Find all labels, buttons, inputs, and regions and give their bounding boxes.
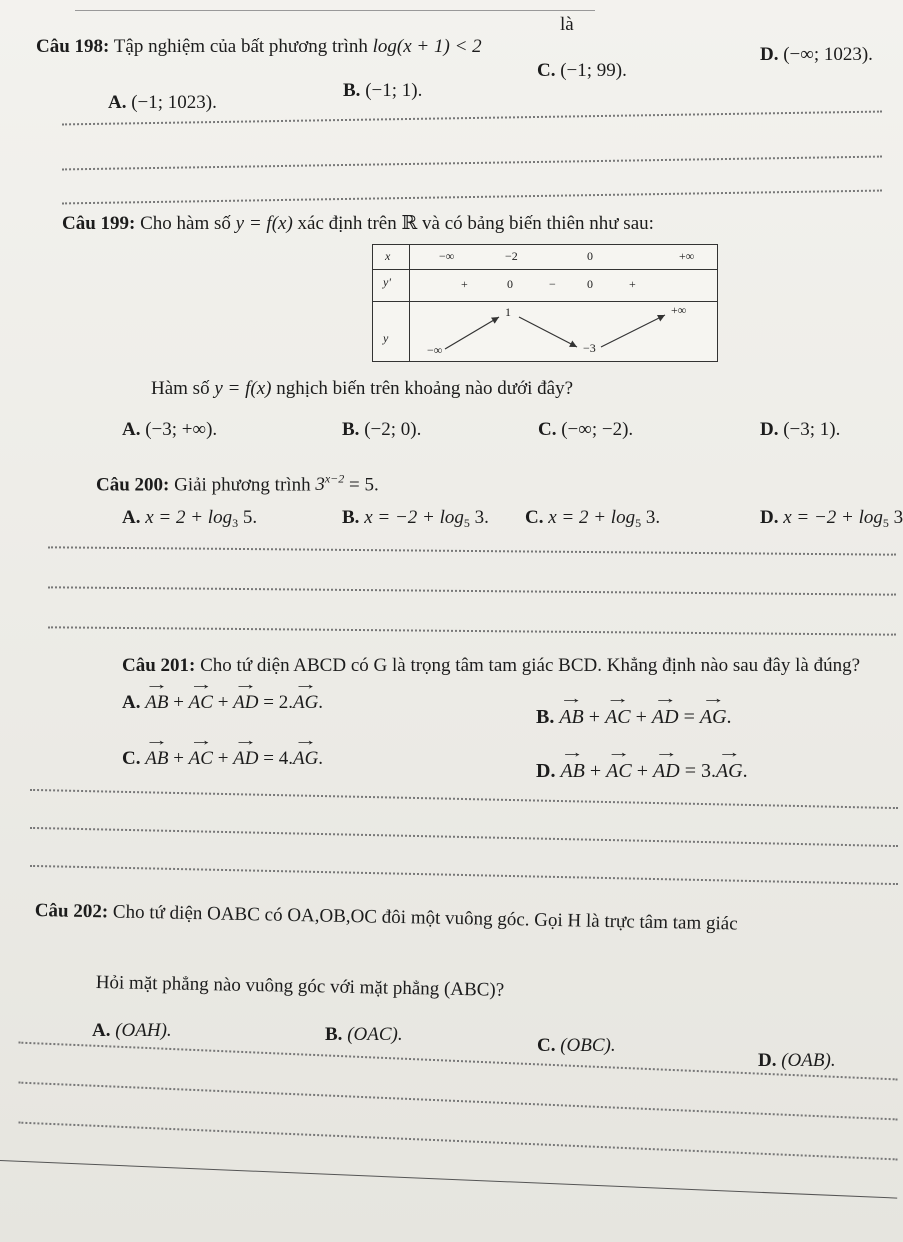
q201-text: Cho tứ diện ABCD có G là trọng tâm tam giác BCD. Khẳng định nào sau đây là đúng? bbox=[200, 655, 861, 676]
q200-label: Câu 200: bbox=[96, 474, 170, 496]
q201-option-d[interactable]: D. → AB + → AC + → AD = 3.→ AG. bbox=[536, 760, 748, 783]
q199-text-b: xác định trên ℝ và có bảng biến thiên như sau: bbox=[297, 213, 654, 234]
option-letter: A. bbox=[122, 419, 141, 440]
option-end: . bbox=[318, 748, 324, 769]
bottom-rule bbox=[0, 1160, 897, 1199]
option-tail: 5. bbox=[238, 507, 258, 528]
option-letter: A. bbox=[122, 507, 141, 528]
option-letter: B. bbox=[342, 507, 360, 528]
coefficient: 2. bbox=[278, 692, 293, 713]
sign: 0 bbox=[587, 277, 593, 291]
q199-text-a: Cho hàm số bbox=[140, 213, 231, 234]
vector: → AB bbox=[560, 760, 584, 783]
sign: − bbox=[549, 277, 556, 291]
q199-option-a[interactable] bbox=[122, 419, 217, 441]
q200-text: Giải phương trình bbox=[174, 474, 311, 496]
vector: → AB bbox=[145, 692, 168, 714]
sign: 0 bbox=[507, 277, 513, 291]
answer-line bbox=[62, 190, 882, 205]
y-value: −3 bbox=[583, 341, 596, 355]
coefficient: 4. bbox=[278, 748, 293, 769]
q198-suffix: là bbox=[560, 14, 574, 35]
option-letter: B. bbox=[325, 1024, 343, 1045]
q201-label: Câu 201: bbox=[122, 655, 196, 676]
vector: → AD bbox=[652, 706, 679, 729]
q201-option-b[interactable]: B. → AB + → AC + → AD = → AG. bbox=[536, 706, 732, 729]
q201-option-a[interactable]: A. → AB + → AC + → AD = 2.→ AG. bbox=[122, 692, 323, 714]
option-tail: 3 bbox=[888, 507, 903, 528]
option-tail: 3. bbox=[641, 507, 661, 528]
q200-option-a[interactable] bbox=[122, 507, 257, 531]
q202-option-b[interactable] bbox=[325, 1024, 403, 1046]
q198-option-c[interactable] bbox=[537, 60, 627, 82]
q202-option-c[interactable] bbox=[537, 1035, 616, 1057]
option-value: x = 2 + log bbox=[548, 507, 636, 528]
option-value: x = −2 + log bbox=[783, 507, 883, 528]
vector: → AC bbox=[189, 692, 213, 714]
option-value: (OBC). bbox=[560, 1035, 616, 1056]
option-value: x = −2 + log bbox=[364, 507, 464, 528]
q202-option-d[interactable] bbox=[758, 1050, 836, 1072]
q201-option-c[interactable]: C. → AB + → AC + → AD = 4.→ AG. bbox=[122, 748, 323, 770]
option-value: (−∞; 1023). bbox=[783, 44, 873, 65]
q202-label: Câu 202: bbox=[34, 900, 109, 923]
option-value: (−1; 1023). bbox=[131, 92, 217, 113]
q201-stem bbox=[122, 655, 860, 677]
answer-line bbox=[48, 546, 896, 555]
vector: → AG bbox=[716, 760, 743, 783]
option-letter: C. bbox=[537, 1035, 556, 1056]
answer-line bbox=[30, 789, 898, 809]
option-end: . bbox=[318, 692, 324, 713]
vector: → AD bbox=[233, 748, 258, 770]
equation-base: 3 bbox=[315, 474, 325, 496]
yprime-label: y' bbox=[383, 275, 391, 289]
vector: → AC bbox=[189, 748, 213, 770]
q200-stem bbox=[96, 472, 379, 496]
q199-option-b[interactable] bbox=[342, 419, 421, 441]
variation-arrows bbox=[373, 245, 717, 361]
vector: → AG bbox=[293, 692, 318, 714]
q199-question bbox=[151, 378, 573, 400]
answer-line bbox=[18, 1082, 897, 1121]
coefficient: 3. bbox=[700, 760, 716, 782]
option-letter: C. bbox=[537, 60, 556, 81]
q200-option-b[interactable] bbox=[342, 507, 489, 531]
q199-question-text: Hàm số bbox=[151, 378, 210, 399]
option-letter: A. bbox=[92, 1020, 111, 1041]
option-letter: B. bbox=[536, 706, 555, 728]
option-letter: B. bbox=[342, 419, 360, 440]
answer-line bbox=[30, 865, 898, 885]
q198-option-b[interactable] bbox=[343, 80, 422, 102]
top-rule bbox=[75, 10, 595, 11]
option-end: . bbox=[742, 760, 748, 782]
option-value: (−1; 99). bbox=[560, 60, 627, 81]
vector: → AD bbox=[233, 692, 258, 714]
log-base: 5 bbox=[635, 516, 642, 530]
q199-option-c[interactable] bbox=[538, 419, 633, 441]
y-value: 1 bbox=[505, 305, 511, 319]
variation-table bbox=[372, 244, 718, 362]
q202-stem bbox=[35, 900, 738, 935]
q199-option-d[interactable] bbox=[760, 419, 840, 441]
option-letter: D. bbox=[760, 44, 779, 65]
equation-rest: = 5. bbox=[349, 474, 379, 496]
option-value: (−3; +∞). bbox=[145, 419, 218, 440]
q202-option-a[interactable] bbox=[92, 1020, 172, 1042]
option-value: (−1; 1). bbox=[365, 80, 423, 101]
q200-option-c[interactable] bbox=[525, 507, 660, 531]
y-value: −∞ bbox=[427, 343, 443, 357]
q199-label: Câu 199: bbox=[62, 213, 136, 234]
option-value: (−2; 0). bbox=[364, 419, 422, 440]
q199-stem bbox=[62, 212, 654, 235]
x-value: −2 bbox=[505, 249, 518, 263]
vector: → AG bbox=[700, 706, 727, 729]
q198-label: Câu 198: bbox=[36, 36, 110, 57]
vector: → AG bbox=[293, 748, 318, 770]
option-letter: C. bbox=[538, 419, 557, 440]
q198-text: Tập nghiệm của bất phương trình bbox=[113, 36, 368, 57]
q198-option-a[interactable] bbox=[108, 92, 217, 114]
option-letter: B. bbox=[343, 80, 361, 101]
equation-exponent: x−2 bbox=[324, 472, 345, 486]
sign: + bbox=[461, 277, 468, 291]
answer-line bbox=[48, 586, 896, 595]
option-value: (OAC). bbox=[347, 1024, 403, 1045]
q202-stem-2: Hỏi mặt phẳng nào vuông góc với mặt phẳng (ABC)? bbox=[95, 972, 505, 1001]
option-value: (−∞; −2). bbox=[561, 419, 634, 440]
log-base: 5 bbox=[463, 516, 470, 530]
answer-line bbox=[18, 1122, 897, 1161]
x-value: 0 bbox=[587, 249, 593, 263]
option-value: (−3; 1). bbox=[783, 419, 841, 440]
x-label: x bbox=[385, 249, 391, 263]
option-value: (OAB). bbox=[781, 1050, 836, 1071]
answer-line bbox=[30, 827, 898, 847]
sign: + bbox=[629, 277, 636, 291]
option-letter: D. bbox=[536, 760, 556, 782]
option-letter: D. bbox=[760, 507, 779, 528]
q198-inequality: log(x + 1) < 2 bbox=[372, 36, 482, 57]
answer-line bbox=[62, 156, 882, 171]
vector: → AC bbox=[606, 760, 632, 783]
option-letter: D. bbox=[760, 419, 779, 440]
q198-stem bbox=[36, 36, 482, 58]
log-base: 5 bbox=[882, 516, 889, 530]
q200-option-d[interactable] bbox=[760, 507, 903, 531]
y-label: y bbox=[383, 331, 389, 345]
option-letter: C. bbox=[122, 748, 141, 769]
option-letter: A. bbox=[108, 92, 127, 113]
option-end: . bbox=[726, 706, 732, 728]
log-base: 3 bbox=[232, 516, 239, 530]
answer-line bbox=[48, 626, 896, 635]
vector: → AD bbox=[653, 760, 680, 783]
option-value: (OAH). bbox=[115, 1020, 172, 1041]
option-letter: D. bbox=[758, 1050, 777, 1071]
option-letter: C. bbox=[525, 507, 544, 528]
q199-question-end: nghịch biến trên khoảng nào dưới đây? bbox=[276, 378, 574, 399]
q202-text: Cho tứ diện OABC có OA,OB,OC đôi một vuông góc. Gọi H là trực tâm tam giác bbox=[112, 901, 738, 935]
q199-func: y = f(x) bbox=[235, 213, 293, 234]
x-value: +∞ bbox=[679, 249, 695, 263]
vector: → AB bbox=[559, 706, 583, 729]
y-value: +∞ bbox=[671, 303, 687, 317]
q198-option-d[interactable] bbox=[760, 44, 873, 66]
vector: → AC bbox=[605, 706, 631, 729]
x-value: −∞ bbox=[439, 249, 455, 263]
option-tail: 3. bbox=[469, 507, 489, 528]
q199-question-func: y = f(x) bbox=[214, 378, 272, 399]
option-letter: A. bbox=[122, 692, 141, 713]
option-value: x = 2 + log bbox=[145, 507, 233, 528]
vector: → AB bbox=[145, 748, 168, 770]
